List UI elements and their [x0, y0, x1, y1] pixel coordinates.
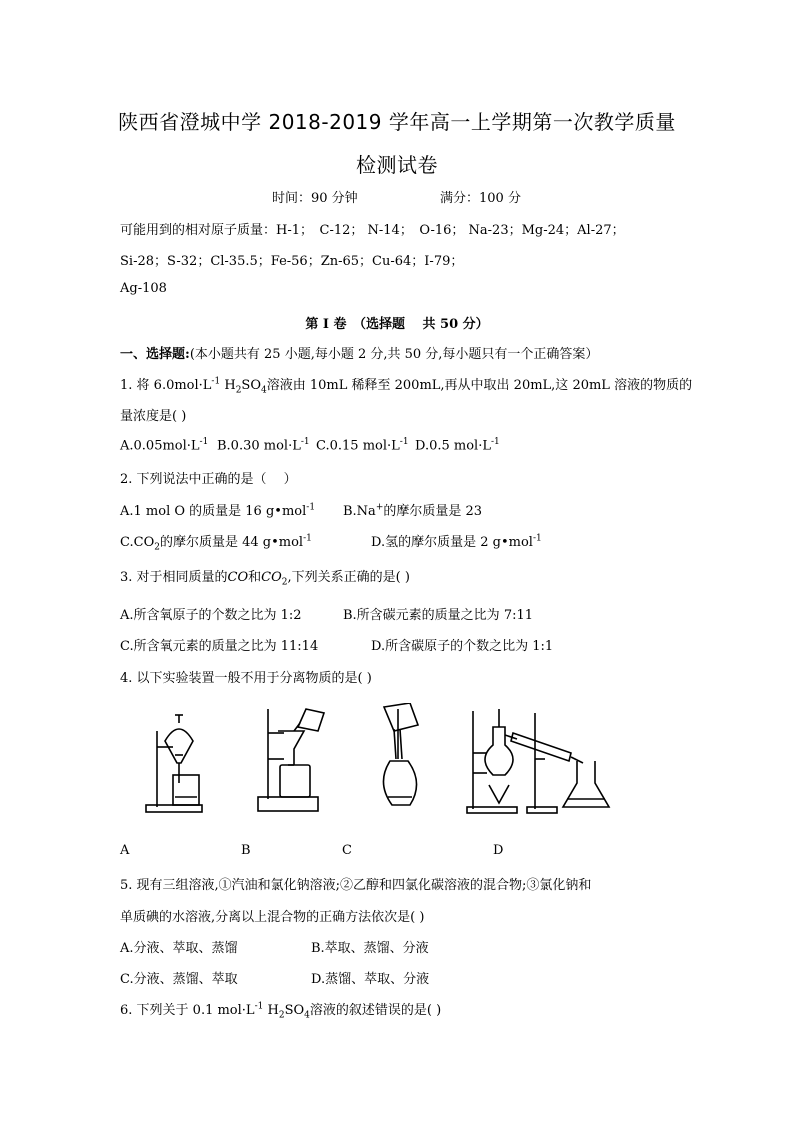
q1-option-b-text: B.0.30 mol·L: [217, 438, 301, 454]
q1-option-a-text: A.0.05mol·L: [120, 438, 200, 454]
q6-sub: 2: [278, 1010, 285, 1021]
exam-title-line1: 陕西省澄城中学 2018-2019 学年高一上学期第一次教学质量: [118, 110, 676, 134]
apparatus-b-filtration-image: [254, 703, 326, 815]
q1-sup: -1: [211, 376, 221, 387]
q3-stem-part: ,下列关系正确的是( ): [287, 570, 410, 585]
q2-option-c-text: C.CO: [120, 535, 155, 550]
q5-stem-line1: 5. 现有三组溶液,①汽油和氯化钠溶液;②乙醇和四氯化碳溶液的混合物;③氯化钠和: [120, 878, 592, 893]
q3-formula-co: CO: [227, 570, 249, 585]
apparatus-label-c: C: [342, 843, 352, 858]
q1-stem-part: 溶液由 10mL 稀释至 200mL,再从中取出 20mL,这 20mL 溶液的物质的: [266, 378, 693, 393]
q6-stem-part: SO: [284, 1003, 305, 1018]
q6-stem: [120, 999, 441, 1021]
apparatus-c-volumetric-flask-image: [372, 703, 434, 815]
q6-sup: -1: [254, 1001, 264, 1012]
q1-stem-part: 1. 将 6.0mol·L: [120, 378, 212, 393]
q1-stem-line2: 量浓度是( ): [120, 409, 187, 424]
apparatus-d-distillation-image: [465, 703, 615, 815]
exam-time: 时间：90 分钟: [272, 191, 358, 206]
q6-stem-part: H: [263, 1003, 279, 1018]
q2-stem: 2. 下列说法中正确的是（ ）: [120, 472, 297, 487]
q1-sub: 2: [235, 385, 242, 396]
exam-title-line2: 检测试卷: [356, 153, 438, 177]
q6-stem-part: 6. 下列关于 0.1 mol·L: [120, 1003, 255, 1018]
q2-option-a: [120, 500, 315, 519]
q1-option-c: [316, 437, 409, 453]
q5-option-c: C.分液、蒸馏、萃取: [120, 972, 238, 987]
q2-sup: -1: [532, 533, 542, 544]
section-heading: 第 I 卷 （选择题 共 50 分）: [305, 317, 489, 332]
q3-option-d: D.所含碳原子的个数之比为 1:1: [371, 639, 554, 654]
section-intro-label: 一、选择题:: [120, 347, 190, 362]
q1-option-c-text: C.0.15 mol·L: [316, 438, 400, 454]
q1-option-d: [415, 437, 500, 453]
q3-stem-part: 3. 对于相同质量的: [120, 570, 228, 585]
q1-option-b: [217, 437, 310, 453]
q3-sub: 2: [281, 577, 288, 588]
atomic-mass-line2: Si-28；S-32；Cl-35.5；Fe-56；Zn-65；Cu-64；I-79；: [120, 254, 464, 269]
q3-option-c: C.所含氧元素的质量之比为 11:14: [120, 639, 319, 654]
exam-full-score: 满分：100 分: [440, 191, 521, 206]
q2-option-b: [343, 500, 482, 519]
q5-option-d: D.蒸馏、萃取、分液: [311, 972, 430, 987]
q4-stem: 4. 以下实验装置一般不用于分离物质的是( ): [120, 671, 372, 686]
apparatus-label-a: A: [120, 843, 130, 858]
q5-option-b: B.萃取、蒸馏、分液: [311, 941, 429, 956]
q1-sup: -1: [490, 437, 500, 447]
atomic-mass-line1: 可能用到的相对原子质量：H-1； C-12； N-14； O-16； Na-23；Mg-24；Al-27；: [120, 223, 625, 238]
q5-stem-line2: 单质碘的水溶液,分离以上混合物的正确方法依次是( ): [120, 910, 425, 925]
q1-stem: [120, 374, 692, 396]
q2-sup: +: [375, 502, 384, 513]
q5-option-a: A.分液、萃取、蒸馏: [120, 941, 238, 956]
q2-option-d: [371, 531, 542, 550]
q2-option-b-text: 的摩尔质量是 23: [383, 504, 483, 519]
q1-stem-part: SO: [241, 378, 261, 393]
apparatus-label-d: D: [493, 843, 504, 858]
q2-option-c: [120, 531, 312, 553]
q2-option-b-text: B.Na: [343, 504, 376, 519]
q2-sup: -1: [306, 502, 316, 513]
q3-option-b: B.所含碳元素的质量之比为 7:11: [343, 608, 534, 623]
q1-sup: -1: [300, 437, 310, 447]
q2-sup: -1: [303, 533, 312, 544]
apparatus-a-separatory-funnel-image: [143, 703, 213, 815]
apparatus-label-b: B: [241, 843, 251, 858]
section-intro-text: (本小题共有 25 小题,每小题 2 分,共 50 分,每小题只有一个正确答案）: [189, 347, 599, 362]
q1-sup: -1: [199, 437, 209, 447]
q2-option-d-text: D.氢的摩尔质量是 2 g•mol: [371, 535, 533, 550]
q6-sub: 4: [304, 1010, 310, 1021]
atomic-mass-line3: Ag-108: [120, 281, 167, 296]
section-intro: [120, 343, 598, 362]
q3-option-a: A.所含氧原子的个数之比为 1:2: [120, 608, 302, 623]
q3-stem-part: 和: [248, 570, 262, 585]
q1-sup: -1: [399, 437, 409, 447]
q1-stem-part: H: [220, 378, 236, 393]
q6-stem-part: 溶液的叙述错误的是( ): [309, 1003, 442, 1018]
q2-option-c-text: 的摩尔质量是 44 g•mol: [159, 535, 304, 550]
q2-option-a-text: A.1 mol O 的质量是 16 g•mol: [120, 504, 307, 519]
q3-stem: [120, 566, 410, 588]
q1-sub: 4: [261, 385, 267, 396]
q2-sub: 2: [154, 542, 160, 553]
q3-formula-co2: CO: [261, 570, 282, 585]
q1-option-a: [120, 437, 208, 453]
q1-option-d-text: D.0.5 mol·L: [415, 438, 491, 454]
